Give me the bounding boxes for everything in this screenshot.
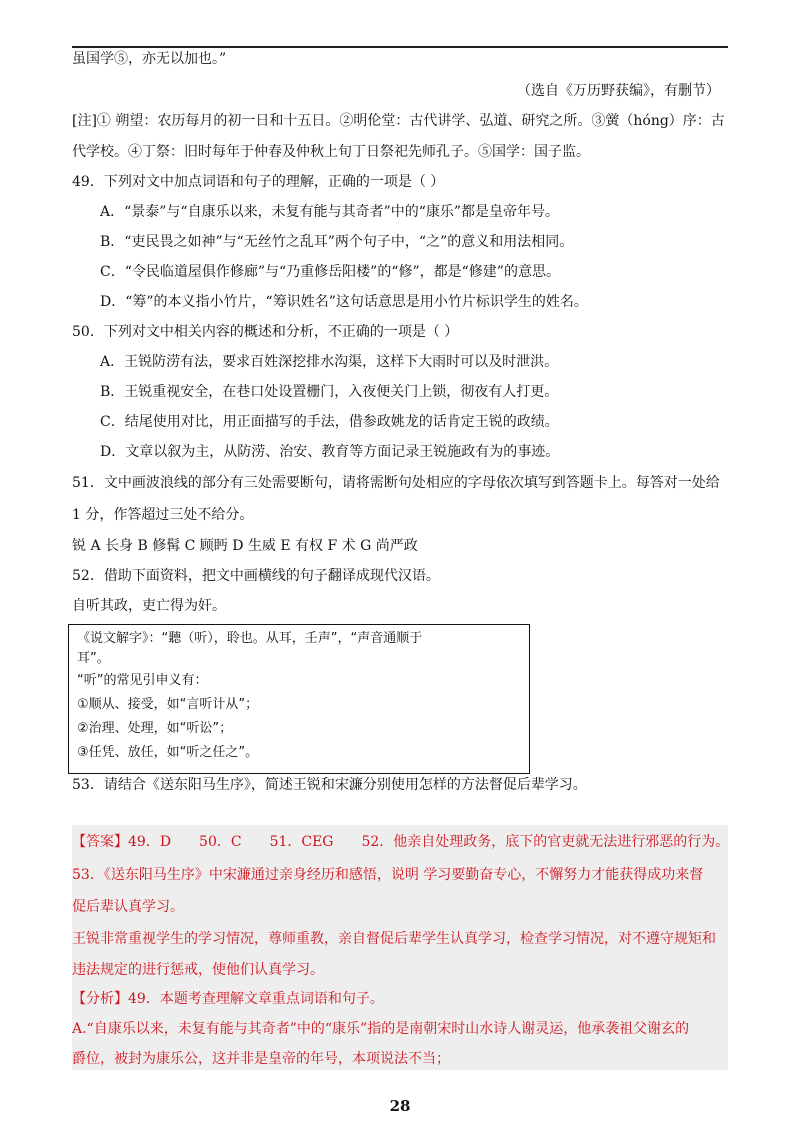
answer-line: 【答案】49．D 50．C 51．CEG 52．他亲自处理政务，底下的官吏就无法进行邪恶的行为。	[72, 834, 730, 850]
answer-53-line-4: 违法规定的进行惩戒，使他们认真学习。	[72, 962, 324, 978]
question-49-option-c: C．“令民临道屋俱作修廊”与“乃重修岳阳楼”的“修”，都是“修建”的意思。	[100, 264, 560, 280]
question-52-stem: 52．借助下面资料，把文中画横线的句子翻译成现代汉语。	[72, 568, 440, 584]
question-50-option-c: C．结尾使用对比，用正面描写的手法，借参政姚龙的话肯定王锐的政绩。	[100, 414, 559, 430]
analysis-a-line-2: 爵位，被封为康乐公，这并非是皇帝的年号，本项说法不当；	[72, 1051, 450, 1067]
note-line-2: 代学校。④丁祭：旧时每年于仲春及仲秋上旬丁日祭祀先师孔子。⑤国学：国子监。	[72, 144, 590, 160]
question-50-stem: 50．下列对文中相关内容的概述和分析，不正确的一项是（ ）	[72, 324, 459, 340]
analysis-heading: 【分析】49．本题考查理解文章重点词语和句子。	[72, 991, 384, 1007]
page-number: 28	[389, 1097, 411, 1115]
reference-line-2: 耳”。	[77, 651, 110, 666]
question-49-option-a: A．“景泰”与“自康乐以来，未复有能与其奇者”中的“康乐”都是皇帝年号。	[100, 204, 560, 220]
question-49-stem: 49．下列对文中加点词语和句子的理解，正确的一项是（ ）	[72, 174, 445, 190]
answer-53-line-3: 王锐非常重视学生的学习情况，尊师重教，亲自督促后辈学生认真学习，检查学习情况，对不遵守规矩和	[72, 931, 716, 947]
passage-tail: 虽国学⑤，亦无以加也。”	[72, 51, 227, 67]
question-51-line-2: 1 分，作答超过三处不给分。	[72, 507, 254, 523]
question-52-sentence: 自听其政，吏亡得为奸。	[72, 598, 226, 614]
analysis-a-line-1: A.“自康乐以来，未复有能与其奇者”中的“康乐”指的是南朝宋时山水诗人谢灵运，他承袭祖父谢玄的	[72, 1021, 690, 1037]
answer-53-line-2: 促后辈认真学习。	[72, 899, 184, 915]
question-49-option-b: B．“吏民畏之如神”与“无丝竹之乱耳”两个句子中，“之”的意义和用法相同。	[100, 234, 574, 250]
reference-line-4: ①顺从、接受，如“言听计从”；	[77, 697, 259, 712]
question-50-option-d: D．文章以叙为主，从防涝、治安、教育等方面记录王锐施政有为的事迹。	[100, 444, 560, 460]
note-line-1: [注]① 朔望：农历每月的初一日和十五日。②明伦堂：古代讲学、弘道、研究之所。③黉（hóng）序：古	[72, 113, 725, 129]
question-51-text: 锐 A 长身 B 修髯 C 顾眄 D 生威 E 有权 F 术 G 尚严政	[72, 538, 418, 554]
answer-53-line-1: 53．《送东阳马生序》中宋濂通过亲身经历和感悟，说明 学习要勤奋专心，不懈努力才能获得成功来督	[72, 867, 704, 883]
reference-line-6: ③任凭、放任，如“听之任之”。	[77, 745, 259, 760]
reference-box	[68, 624, 530, 774]
reference-line-3: “听”的常见引申义有：	[77, 673, 208, 688]
question-51-line-1: 51．文中画波浪线的部分有三处需要断句，请将需断句处相应的字母依次填写到答题卡上。每答对一处给	[72, 475, 720, 491]
question-50-option-a: A．王锐防涝有法，要求百姓深挖排水沟渠，这样下大雨时可以及时泄洪。	[100, 354, 559, 370]
question-50-option-b: B．王锐重视安全，在巷口处设置栅门，入夜便关门上锁，彻夜有人打更。	[100, 384, 559, 400]
question-53-stem: 53．请结合《送东阳马生序》，简述王锐和宋濂分别使用怎样的方法督促后辈学习。	[72, 777, 587, 793]
reference-line-1: 《说文解字》：“聽（听），聆也。从耳，壬声”，“声音通顺于	[77, 631, 423, 646]
reference-line-5: ②治理、处理，如“听讼”；	[77, 721, 233, 736]
question-49-option-d: D．“筹”的本义指小竹片，“筹识姓名”这句话意思是用小竹片标识学生的姓名。	[100, 294, 588, 310]
source-citation: （选自《万历野获编》，有删节）	[517, 83, 720, 99]
